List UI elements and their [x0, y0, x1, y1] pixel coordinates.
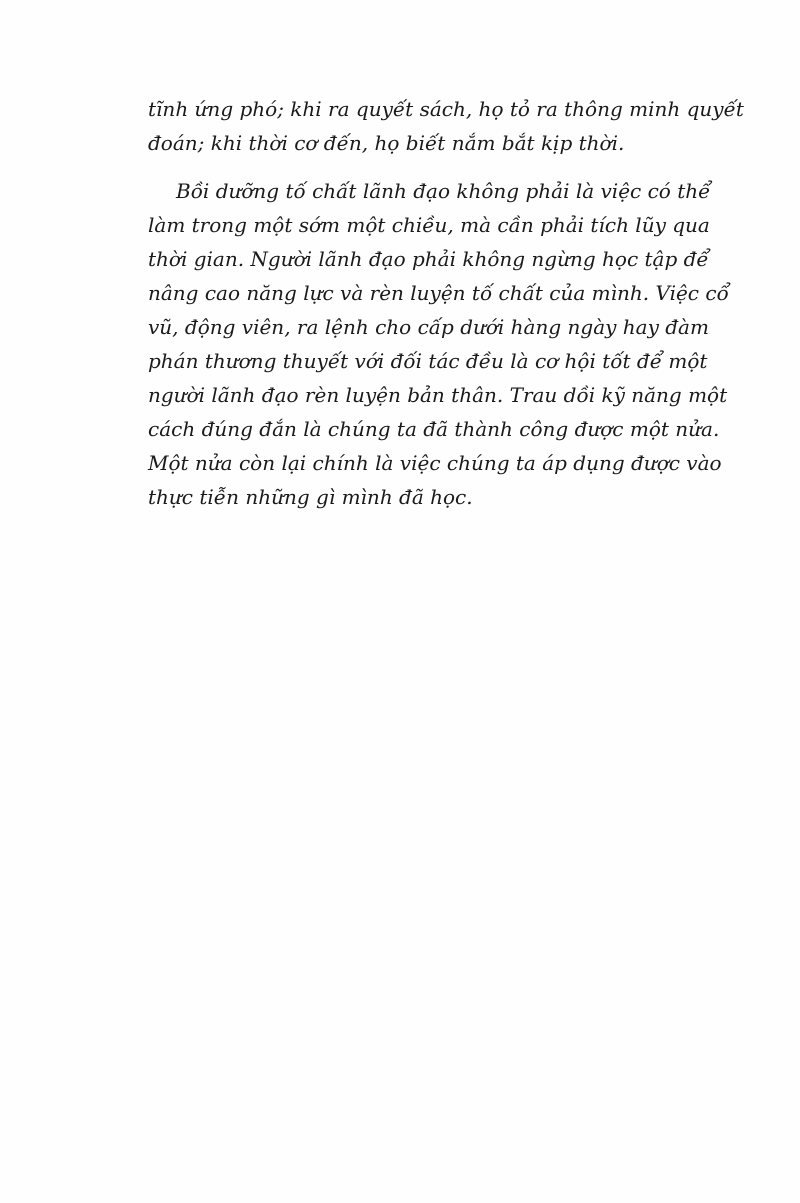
text-line: Bồi dưỡng tố chất lãnh đạo không phải là việc có thể — [176, 179, 711, 203]
body-text — [148, 92, 744, 514]
text-line: thực tiễn những gì mình đã học. — [148, 485, 473, 509]
text-line: tĩnh ứng phó; khi ra quyết sách, họ tỏ ra thông minh quyết — [148, 97, 744, 121]
text-line: vũ, động viên, ra lệnh cho cấp dưới hàng ngày hay đàm — [148, 315, 709, 339]
paragraph-spacer — [148, 160, 668, 174]
paragraph-leadership — [148, 174, 729, 514]
text-line: người lãnh đạo rèn luyện bản thân. Trau dồi kỹ năng một — [148, 383, 728, 407]
text-line: nâng cao năng lực và rèn luyện tố chất của mình. Việc cổ — [148, 281, 729, 305]
text-line: thời gian. Người lãnh đạo phải không ngừng học tập để — [148, 247, 709, 271]
text-line: Một nửa còn lại chính là việc chúng ta áp dụng được vào — [148, 451, 722, 475]
text-line: cách đúng đắn là chúng ta đã thành công được một nửa. — [148, 417, 720, 441]
text-line: làm trong một sớm một chiều, mà cần phải tích lũy qua — [148, 213, 710, 237]
text-line: đoán; khi thời cơ đến, họ biết nắm bắt kịp thời. — [148, 131, 625, 155]
paragraph-continued — [148, 92, 744, 160]
text-line: phán thương thuyết với đối tác đều là cơ hội tốt để một — [148, 349, 708, 373]
